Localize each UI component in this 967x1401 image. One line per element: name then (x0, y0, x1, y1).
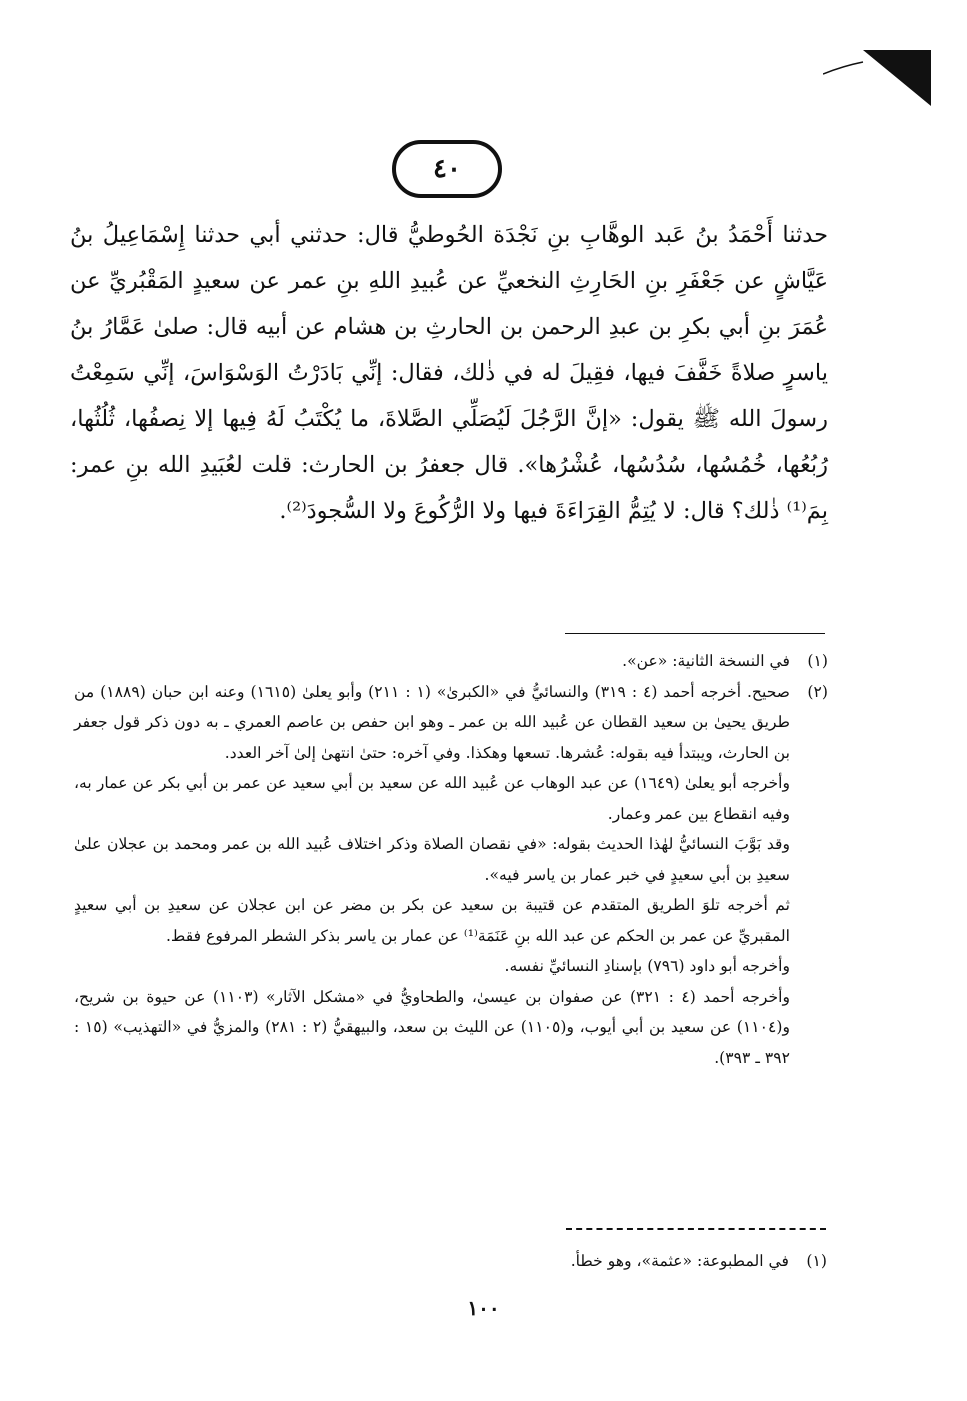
footnote-paragraph: وقد بَوَّبَ النسائيُّ لهٰذا الحديث بقوله: «في نقصان الصلاة وذكر اختلاف عُبيد الله بن عمر ومحمد بن عجلان علىٰ سعيدِ بن أبي سعيدٍ في خبر عمار بن ياسر فيه». (74, 835, 790, 884)
footnote-separator (565, 633, 825, 634)
page-number: ١٠٠ (467, 1296, 500, 1320)
footnote-number: (٢) (807, 682, 828, 701)
hadith-paragraph: حدثنا أَحْمَدُ بنُ عَبد الوهَّابِ بنِ نَجْدَة الحُوطيُّ قال: حدثني أبي حدثنا إِسْمَاعِيلُ بنُ عَيَّاشٍ عن جَعْفَرِ بنِ الحَارِثِ النخعيِّ عن عُبيدِ اللهِ بنِ عمر عن سعيدٍ المَقْبُريِّ عن عُمَرَ بنِ أبي بكرِ بن عبدِ الرحمن بن الحارثِ بن هشام عن أبيه قال: صلىٰ عَمَّارُ بنُ ياسرٍ صلاةً خَفَّفَ فيها، فقِيلَ له في ذٰلك، فقال: إنِّي بَادَرْتُ الوَسْوَاسَ، إنِّي سَمِعْتُ رسولَ الله ﷺ يقول: «إنَّ الرَّجُلَ لَيُصَلِّي الصَّلاةَ، ما يُكْتَبُ لَهُ فِيها إلا نِصفُها، ثُلُثُها، رُبُعُها، خُمُسُها، سُدُسُها، عُشْرُها». قال جعفرُ بن الحارث: قلت لعُبَيدِ الله بنِ عمر: بِمَ⁽¹⁾ ذٰلك؟ قال: لا يُتِمُّ القِرَاءَةَ فيها ولا الرُّكُوعَ ولا السُّجودَ⁽²⁾. (70, 222, 828, 524)
footnote-paragraph: وأخرجه أحمد (٤ : ٣٢١) عن صفوان بن عيسىٰ، والطحاويُّ في «مشكل الآثار» (١١٠٣) عن حيوة بن شريح، و(١١٠٤) عن سعيد بن أبي أيوب، و(١١٠٥) عن الليث بن سعد، والبيهقيُّ (٢ : ٢٨١) والمزيُّ في «التهذيب» (١٥ : ٣٩٢ ـ ٣٩٣). (74, 987, 791, 1067)
footnote-paragraph: في النسخة الثانية: «عن». (622, 652, 790, 670)
sub-footnote-separator (566, 1228, 826, 1230)
hadith-number-badge (392, 140, 502, 198)
corner-triangle-icon (823, 48, 933, 108)
footnote-paragraph: صحيح. أخرجه أحمد (٤ : ٣١٩) والنسائيُّ في «الكبرىٰ» (١ : ٢١١) وأبو يعلىٰ (١٦١٥) وعنه ابن حبان (١٨٨٩) من طريق يحيىٰ بن سعيد القطان عن عُبيد الله بن عمر ـ وهو ابن حفص بن عاصم العمري ـ به دون ذكر قول جعفر بن الحارث، ويبتدأ فيه بقوله: عُشرها. تسعها وهكذا. وفي آخره: حتىٰ انتهىٰ إلىٰ آخر العدد. (74, 682, 791, 762)
footnote-2 (74, 677, 828, 1074)
footnote-paragraph: وأخرجه أبو يعلىٰ (١٦٤٩) عن عبد الوهاب عن عُبيد الله عن سعيد بن أبي سعيد عن عمر بن أبي بكر عن عمار به، وفيه انقطاع بين عمر وعمار. (74, 774, 791, 823)
footnote-1 (74, 646, 828, 677)
footnotes (74, 646, 828, 1073)
footnote-paragraph: وأخرجه أبو داود (٧٩٦) بإسنادِ النسائيِّ نفسه. (504, 957, 790, 975)
hadith-text (70, 212, 828, 534)
sub-footnote (127, 1246, 827, 1276)
hadith-number: ٤٠ (433, 154, 461, 184)
footnote-number: (١) (807, 652, 828, 670)
footnote-paragraph: ثم أخرجه تلوَ الطريق المتقدم عن قتيبة بن سعيد عن بكر بن مضر عن ابن عجلان عن سعيدِ بن أبي سعيدٍ المقبريِّ عن عمر بن الحكم عن عبد الله بنِ عَنَمَة⁽¹⁾ عن عمار بن ياسر بذكر الشطر المرفوع فقط. (74, 896, 790, 945)
sub-footnote-text: في المطبوعة: «عثمة»، وهو خطأ. (570, 1252, 789, 1270)
sub-footnote-number: (١) (806, 1252, 827, 1270)
